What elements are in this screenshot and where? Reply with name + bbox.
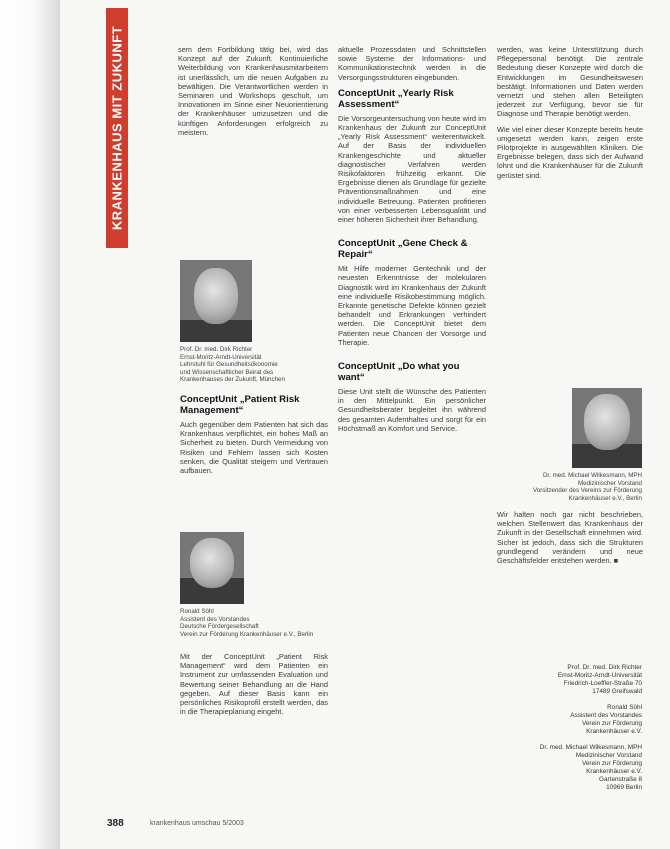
address-line: 17489 Greifswald	[592, 687, 642, 695]
col3-para2: Wie viel einer dieser Konzepte bereits heute umgesetzt werden kann, zeigen erste Pilotprojekte in ausgewählten Kliniken. Die Ergebnisse belegen, dass sich der Aufwand lohnt und die Krankenhäuser für die Zukunft gerüstet sind.	[497, 124, 643, 180]
col1-intro: sem dem Fortbildung tätig bei, wird das Konzept auf der Zukunft. Kontinuierliche Weiterbildung von Krankenhausmitarbeitern ist unerlässlich, um die neuen Aufgaben zu bewältigen. Die Verantwortlichen werden in Seminaren und Workshops geschult, um Innovationen im Sinne einer Neuorientierung der Krankenhäuser umzusetzen und die künftigen Anforderungen erfolgreich zu meistern.	[178, 45, 328, 137]
col1-para2: Mit der ConceptUnit „Patient Risk Management“ wird dem Patienten ein Instrument zur umfassenden Evaluation und Bewertung seiner Behandlung an die Hand gegeben. Auf dieser Basis kann ein persönliches Risikoprofil erstellt werden, das in die Therapieplanung eingeht.	[180, 652, 328, 717]
col2-para3: Diese Unit stellt die Wünsche des Patienten in den Mittelpunkt. Ein persönlicher Gesundheitsberater begleitet ihn während des gesamten Aufenthaltes und sorgt für ein Höchstmaß an Komfort und Service.	[338, 387, 486, 433]
heading-do-what-you-want: ConceptUnit „Do what you want“	[338, 361, 460, 384]
photo-3-face	[584, 394, 630, 450]
journal-footer: krankenhaus umschau 5/2003	[150, 820, 244, 827]
address-line: Assistent des Vorstandes	[570, 711, 642, 719]
page-number: 388	[107, 818, 124, 829]
address-block-2	[478, 704, 642, 736]
column-3-bottom	[497, 510, 643, 571]
address-line: Prof. Dr. med. Dirk Richter	[567, 664, 642, 671]
photo-1-caption	[180, 346, 330, 384]
col1-para1: Auch gegenüber dem Patienten hat sich das Krankenhaus verpflichtet, ein hohes Maß an Sicherheit zu bieten. Durch Vermeidung von Risiken und Fehlern lassen sich Kosten senken, die Qualität steigern und Vertrauen aufbauen.	[180, 420, 328, 476]
address-line: Krankenhäuser e.V.	[586, 767, 642, 775]
caption-line: Krankenhauses der Zukunft, München	[180, 376, 285, 384]
caption-line: Lehrstuhl für Gesundheitsökonomie	[180, 361, 278, 369]
caption-line: Prof. Dr. med. Dirk Richter	[180, 346, 253, 353]
photo-2-caption	[180, 608, 330, 638]
section-band	[106, 8, 128, 248]
column-1-bottom	[180, 652, 328, 722]
author-photo-2	[180, 532, 244, 604]
book-gutter-shadow	[0, 0, 60, 849]
heading-gene-check: ConceptUnit „Gene Check & Repair“	[338, 238, 468, 261]
address-line: Ronald Söhl	[607, 704, 642, 711]
photo-2-face	[190, 538, 234, 588]
caption-line: Krankenhäuser e.V., Berlin	[568, 494, 642, 502]
author-photo-3	[572, 388, 642, 468]
column-1-top	[178, 45, 328, 143]
caption-line: Verein zur Förderung Krankenhäuser e.V., Berlin	[180, 630, 314, 638]
column-2	[338, 45, 486, 439]
caption-line: Dr. med. Michael Wilkesmann, MPH	[542, 472, 642, 479]
address-line: Dr. med. Michael Wilkesmann, MPH	[539, 744, 642, 751]
column-3-top	[497, 45, 643, 186]
address-line: Ernst-Moritz-Arndt-Universität	[557, 671, 642, 679]
heading-patient-risk: ConceptUnit „Patient Risk Management“	[180, 394, 300, 416]
col3-para1: werden, was keine Unterstützung durch Pflegepersonal benötigt. Die zentrale Bedeutung dieser Konzepte wird durch die Entwicklungen im Gesundheitswesen bestätigt. Informationen und Daten werden vernetzt und stehen allen Beteiligten jederzeit zur Verfügung, bevor sie für Diagnose und Therapie benötigt werden.	[497, 45, 643, 119]
caption-line: Medizinischer Vorstand	[578, 479, 642, 487]
col2-para2: Mit Hilfe moderner Gentechnik und der neuesten Erkenntnisse der molekularen Diagnostik wird im Krankenhaus der Zukunft eine individuelle Risikobestimmung möglich. Erkannte genetische Defekte können gezielt behandelt und Erkrankungen verhindert werden. Die ConceptUnit bietet dem Patienten neue Chancen der Vorsorge und Therapie.	[338, 264, 486, 347]
photo-3-caption	[497, 472, 642, 502]
section-band-title: KRANKENHAUS MIT ZUKUNFT	[109, 25, 125, 231]
heading-yearly-risk: ConceptUnit „Yearly Risk Assessment“	[338, 87, 454, 110]
author-photo-1	[180, 260, 252, 342]
caption-line: Assistent des Vorstandes	[180, 615, 250, 623]
photo-1-face	[194, 268, 238, 324]
address-line: Verein zur Förderung	[581, 719, 642, 727]
col2-para1: Die Vorsorgeuntersuchung von heute wird im Krankenhaus der Zukunft zur ConceptUnit „Yearly Risk Assessment“ weiterentwickelt. Auf der Basis der individuellen Krankengeschichte und aktueller diagnostischer Verfahren werden Risikofaktoren frühzeitig erkannt. Die Ergebnisse dienen als Grundlage für gezielte Präventionsmaßnahmen und eine individuelle Betreuung. Patienten profitieren von einer verbesserten Lebensqualität und einer höheren Sicherheit ihrer Behandlung.	[338, 113, 486, 225]
address-line: Krankenhäuser e.V.	[586, 727, 642, 735]
caption-line: Deutsche Fördergesellschaft	[180, 623, 259, 631]
address-line: Medizinischer Vorstand	[575, 751, 642, 759]
address-block-1	[478, 664, 642, 696]
address-block-3	[478, 744, 642, 791]
column-1-middle	[180, 388, 328, 481]
address-line: Friedrich-Loeffler-Straße 70	[563, 679, 642, 687]
address-line: Verein zur Förderung	[581, 759, 642, 767]
caption-line: Ernst-Moritz-Arndt-Universität	[180, 353, 262, 361]
col2-intro: aktuelle Prozessdaten und Schnittstellen sowie Systeme der Informations- und Kommunikationstechnik werden in die Versorgungsstrukturen eingebunden.	[338, 45, 486, 82]
caption-line: Ronald Söhl	[180, 608, 214, 615]
address-line: Gartenstraße 8	[599, 775, 642, 783]
address-line: 10969 Berlin	[606, 783, 642, 791]
caption-line: und Wissenschaftlicher Beirat des	[180, 368, 274, 376]
caption-line: Vorsitzender des Vereins zur Förderung	[532, 487, 642, 495]
col3-para3: Wir halten noch gar nicht beschrieben, welchen Stellenwert das Krankenhaus der Zukunft in der Gesellschaft einnehmen wird. Sicher ist jedoch, dass sich die Strukturen grundlegend verändern und neue Geschäftsfelder entstehen werden. ■	[497, 510, 643, 566]
